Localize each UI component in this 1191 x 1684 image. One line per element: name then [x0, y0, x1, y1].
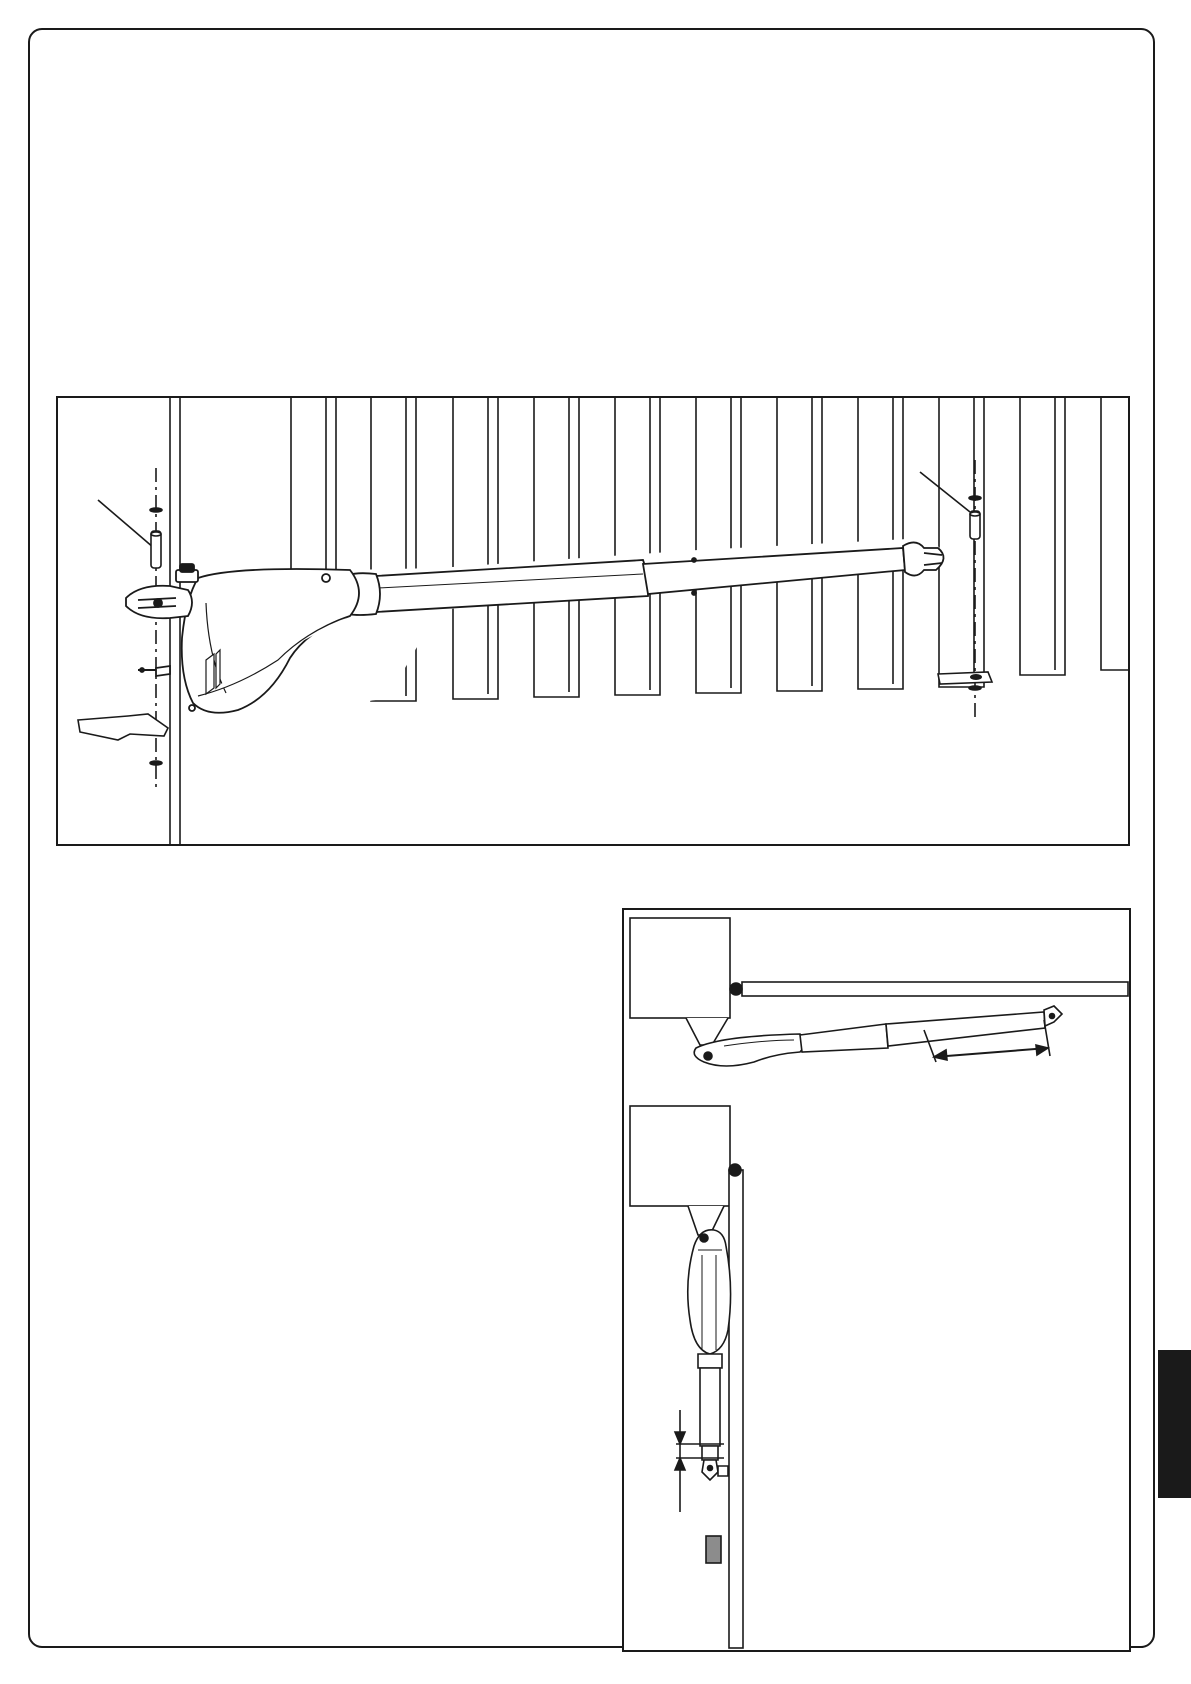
bracket-icon	[938, 672, 992, 684]
pillar-top	[630, 918, 730, 1018]
installation-positions-figure	[622, 908, 1131, 1652]
pillar-bottom	[630, 1106, 730, 1206]
gate-leaf-open	[729, 1170, 743, 1648]
hinge-icon	[729, 1164, 741, 1176]
hinge-icon	[730, 983, 742, 995]
swing-gate-actuator-icon	[694, 1006, 1062, 1066]
motor-mounting-drawing	[58, 398, 1130, 846]
gate-leaf-closed	[742, 982, 1128, 996]
motor-mounting-figure	[56, 396, 1130, 846]
bracket-icon	[78, 714, 168, 740]
leader-left	[98, 500, 154, 548]
leader-right	[920, 472, 970, 512]
installation-positions-drawing	[624, 910, 1131, 1652]
swing-gate-actuator-icon	[688, 1230, 731, 1480]
section-thumb-tab	[1158, 1350, 1191, 1498]
gate-stop-block	[706, 1536, 721, 1563]
